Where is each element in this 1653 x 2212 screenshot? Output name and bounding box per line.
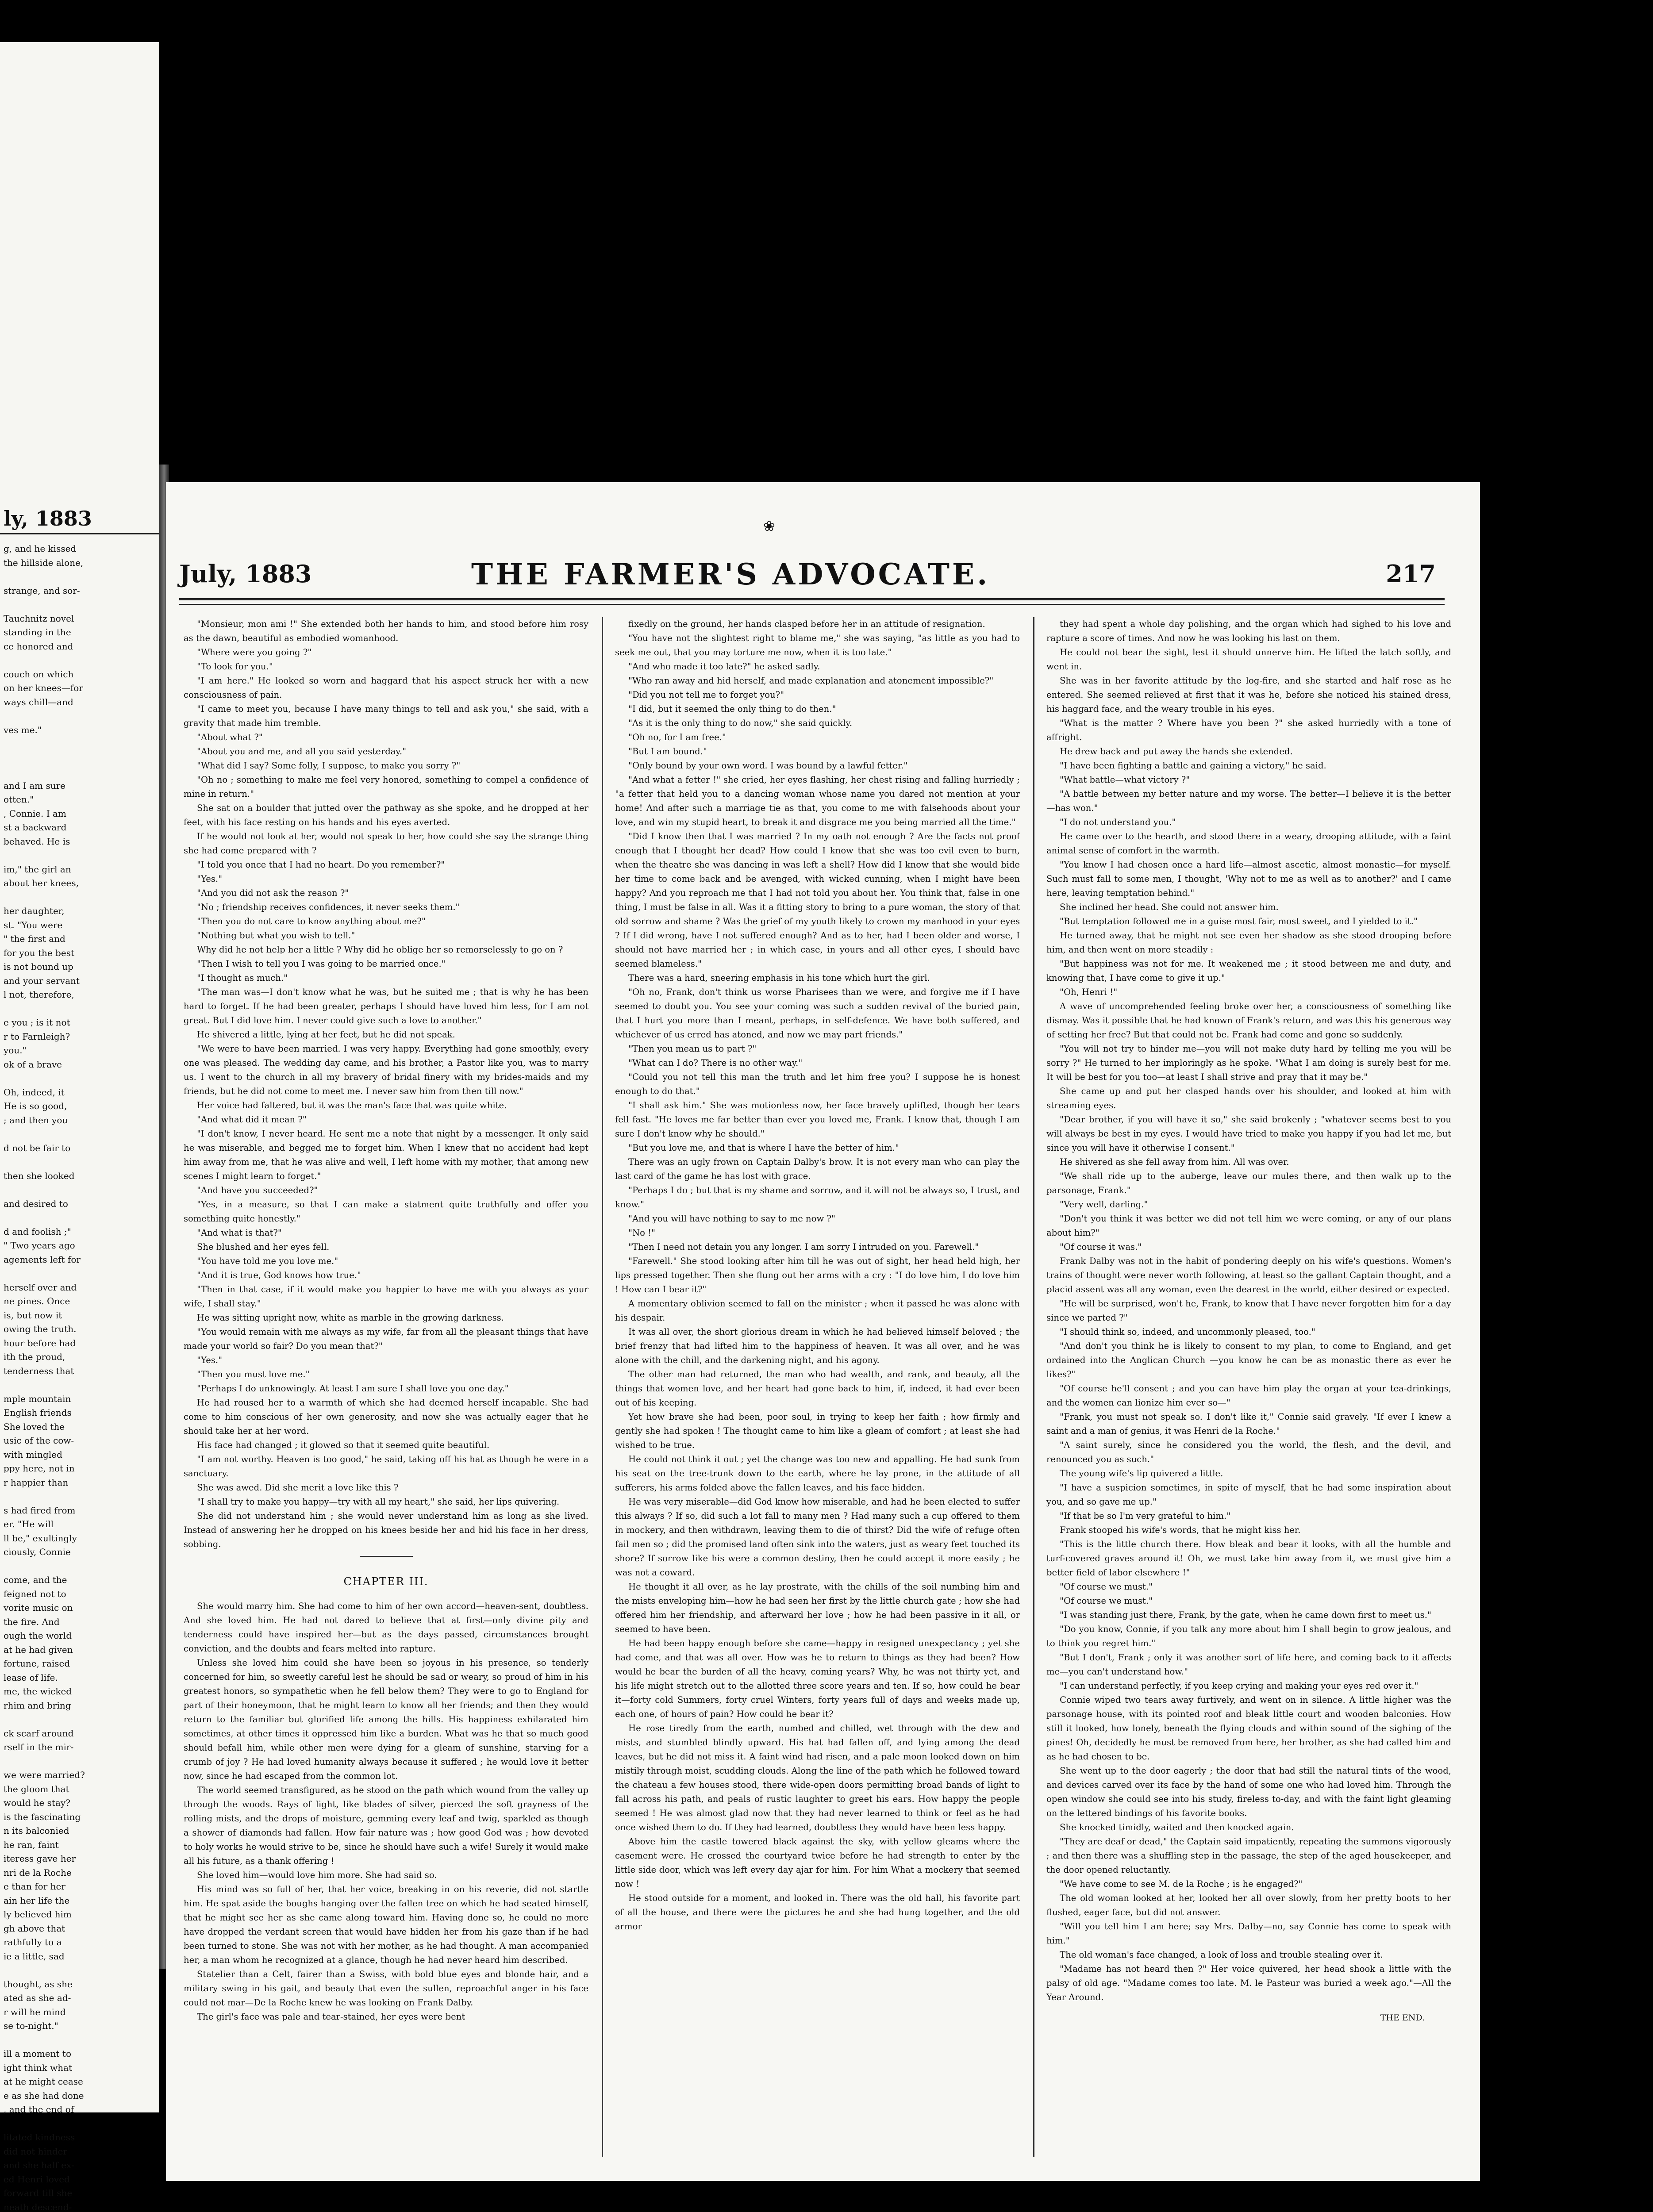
paragraph: "Then I wish to tell you I was going to be married once." [197, 959, 446, 969]
paragraph: "You will not try to hinder me—you will not make duty hard by telling me you will be sorry ?" He turned to her imploringly as he spoke. "What I am doing is surely best for me. It will be best for you too—at least I shall strive and pray that it may be." [1046, 1044, 1451, 1082]
previous-page-line: e as she had done [4, 2090, 84, 2101]
column-3 [1046, 617, 1451, 2157]
paragraph: "And what did it mean ?" [197, 1114, 307, 1125]
previous-page-line: is not bound up [4, 961, 73, 972]
paragraph: "You would remain with me always as my wife, far from all the pleasant things that have made your world so fair? Do you mean that?" [184, 1327, 588, 1351]
issue-date: July, 1883 [179, 560, 312, 588]
column-divider-1 [602, 617, 603, 2157]
previous-page-line: ed Henri loved [4, 2174, 70, 2185]
paragraph: He shivered as she fell away from him. All was over. [1060, 1157, 1289, 1167]
previous-page-line [4, 2117, 154, 2131]
previous-page-line: rathfully to a [4, 1937, 62, 1947]
paragraph: A momentary oblivion seemed to fall on the minister ; when it passed he was alone with his despair. [615, 1298, 1020, 1323]
previous-page-line: and I am sure [4, 780, 66, 791]
paragraph: The world seemed transfigured, as he stood on the path which wound from the valley up through the woods. Rays of light, like blades of silver, pierced the soft grayness of the rolling mists, and the drops of moisture, gemming every leaf and twig, sparkled as though a shower of diamonds had fallen. How fair nature was ; how good God was ; how devoted to holy works he would strive to be, since he should have such a wife! Surely it would make all his future, as a thank offering ! [184, 1785, 588, 1866]
previous-page-line: st. "You were [4, 919, 63, 930]
paragraph: She did not understand him ; she would never understand him as long as she lived. Instead of answering her he dropped on his knees beside her and hid his face in her dress, sobbing. [184, 1511, 588, 1549]
previous-page-line: about her knees, [4, 878, 79, 888]
paragraph: "About you and me, and all you said yesterday." [197, 746, 407, 757]
previous-page-line: fortune, raised [4, 1658, 70, 1669]
previous-page-line: nri de la Roche [4, 1867, 72, 1878]
paragraph: "Then you do not care to know anything about me?" [197, 916, 426, 926]
previous-page-line: herself over and [4, 1282, 77, 1293]
paragraph: He came over to the hearth, and stood there in a weary, drooping attitude, with a faint animal sense of comfort in the warmth. [1046, 831, 1451, 856]
previous-page-line: the hillside alone, [4, 557, 84, 568]
paragraph: "Very well, darling." [1060, 1199, 1148, 1210]
paragraph: The other man had returned, the man who had wealth, and rank, and beauty, all the things that women love, and her heart had gone back to him, if, indeed, it had ever been out of his keeping. [615, 1369, 1020, 1408]
paragraph: Frank stooped his wife's words, that he might kiss her. [1060, 1525, 1301, 1535]
paragraph: "Nothing but what you wish to tell." [197, 930, 355, 941]
previous-page-line: he ran, faint [4, 1839, 59, 1850]
paragraph: "I told you once that I had no heart. Do you remember?" [197, 860, 445, 870]
chapter-rule [360, 1556, 413, 1557]
previous-page-line: gh above that [4, 1923, 65, 1934]
previous-page-line [4, 1211, 154, 1225]
previous-page-line: Tauchnitz novel [4, 613, 74, 624]
paragraph: "Perhaps I do ; but that is my shame and sorrow, and it will not be always so, I trust, and know." [615, 1185, 1020, 1210]
previous-page-line: er. "He will [4, 1519, 54, 1529]
paragraph: Unless she loved him could she have been so joyous in his presence, so tenderly concerned for him, so sweetly careful lest he should be sad or weary, so proud of him in his greatest honors, so sympathetic when he fell below them? They were to go to England for part of their honeymoon, that he might learn to know all her friends; and then they would return to the familiar but glorified life among the hills. His happiness exhilarated him sometimes, at other times it oppressed him like a burden. What was he that so much good should befall him, while other men were dying for a gleam of sunshine, starving for a crumb of joy ? He had loved humanity always because it suffered ; he would love it better now, since he had escaped from the common lot. [184, 1658, 588, 1781]
previous-page-line: d and foolish ;" [4, 1226, 71, 1237]
previous-page-line: usic of the cow- [4, 1435, 74, 1446]
paragraph: "Then you mean us to part ?" [628, 1044, 757, 1054]
previous-page-line: come, and the [4, 1575, 67, 1585]
previous-page-line [4, 1963, 154, 1978]
previous-page-line: iteress gave her [4, 1853, 76, 1864]
previous-page-line [4, 1713, 154, 1727]
previous-page-line: l not, therefore, [4, 989, 74, 1000]
previous-page-line: ough the world [4, 1630, 72, 1641]
paragraph: "Could you not tell this man the truth and let him free you? I suppose he is honest enough to do that." [615, 1072, 1020, 1096]
previous-page-line: " Two years ago [4, 1240, 75, 1251]
previous-page-line: d not be fair to [4, 1142, 71, 1153]
paragraph: "Of course it was." [1060, 1242, 1142, 1252]
paragraph: He could not think it out ; yet the change was too new and appalling. He had sunk from his seat on the tree-trunk down to the earth, where he lay prone, in the attitude of all sufferers, his arms folded above the fallen leaves, and his face hidden. [615, 1454, 1020, 1493]
previous-page-line: feigned not to [4, 1588, 66, 1599]
paragraph: There was a hard, sneering emphasis in his tone which hurt the girl. [628, 973, 930, 983]
previous-page-line: litated kindness [4, 2132, 75, 2143]
previous-page-line: and desired to [4, 1198, 68, 1209]
paragraph: "I did, but it seemed the only thing to do then." [628, 704, 836, 714]
paragraph: "Madame has not heard then ?" Her voice quivered, her head shook a little with the palsy of old age. "Madame comes too late. M. le Pasteur was buried a week ago."—All the Year Around. [1046, 1964, 1451, 2002]
previous-page-line: agements left for [4, 1254, 81, 1265]
header-rule-top [179, 598, 1445, 600]
previous-page-line: r happier than [4, 1477, 69, 1488]
previous-page-line: ciously, Connie [4, 1547, 71, 1557]
paragraph: "Yes, in a measure, so that I can make a statment quite truthfully and offer you something quite honestly." [184, 1199, 588, 1224]
paragraph: "I have a suspicion sometimes, in spite of myself, that he had some inspiration about you, and so gave me up." [1046, 1482, 1451, 1507]
previous-page-line [4, 709, 154, 723]
previous-page-line [4, 765, 154, 779]
previous-page-line: , Connie. I am [4, 808, 66, 819]
paragraph: "We were to have been married. I was very happy. Everything had gone smoothly, every one was pleased. The wedding day came, and his brother, a Pastor like you, was to marry us. I went to the church in all my bravery of bridal finery with my brides-maids and my friends, but he did not come to meet me. I never saw him from then till now." [184, 1044, 588, 1096]
paragraph: "What can I do? There is no other way." [628, 1058, 803, 1068]
paragraph: "About what ?" [197, 732, 263, 742]
previous-page-line: me, the wicked [4, 1686, 72, 1697]
paragraph: "Then I need not detain you any longer. I am sorry I intruded on you. Farewell." [628, 1242, 979, 1252]
page-number: 217 [1386, 560, 1436, 588]
previous-page-line [4, 1490, 154, 1504]
previous-page-line: strange, and sor- [4, 585, 80, 596]
paragraph: She blushed and her eyes fell. [197, 1242, 330, 1252]
previous-page-line: st a backward [4, 822, 67, 833]
previous-page-line: is the fascinating [4, 1811, 81, 1822]
paragraph: She came up and put her clasped hands over his shoulder, and looked at him with streaming eyes. [1046, 1086, 1451, 1110]
previous-page-line: ok of a brave [4, 1059, 62, 1070]
paragraph: Connie wiped two tears away furtively, and went on in silence. A little higher was the parsonage house, with its pointed roof and bleak little court and wooden balconies. How still it looked, how lonely, beneath the flying clouds and within sound of the sighing of the pines! Oh, decidedly he must be removed from here, her brother, as she had called him and as he had chosen to be. [1046, 1695, 1451, 1762]
chapter-heading: CHAPTER III. [343, 1575, 429, 1588]
paragraph: "Yes." [197, 1355, 223, 1365]
previous-page-line: rself in the mir- [4, 1742, 74, 1752]
paragraph: "Of course we must." [1060, 1582, 1153, 1592]
paragraph: "I came to meet you, because I have many things to tell and ask you," she said, with a gravity that made him tremble. [184, 704, 588, 728]
previous-page-line: owing the truth. [4, 1324, 77, 1334]
paragraph: "Oh no, Frank, don't think us worse Pharisees than we were, and forgive me if I have seemed to doubt you. You see your coming was such a sudden revival of the buried pain, that I hurt you more than I meant, perhaps, in self-defence. We have both suffered, and whichever of us erred has atoned, and now we may part friends." [615, 987, 1020, 1040]
paragraph: A wave of uncomprehended feeling broke over her, a consciousness of something like dismay. Was it possible that he had known of Frank's return, and was this his generous way of setting her free? But that could not be. Frank had come and gone so suddenly. [1046, 1001, 1451, 1040]
paragraph: Frank Dalby was not in the habit of pondering deeply on his wife's questions. Women's trains of thought were never worth following, at least so the gallant Captain thought, and a placid assent was all any woman, even the dearest in the world, either desired or expected. [1046, 1256, 1451, 1294]
previous-page-line: behaved. He is [4, 836, 70, 847]
paragraph: "No ; friendship receives confidences, it never seeks them." [197, 902, 460, 912]
previous-page-line [4, 1127, 154, 1141]
previous-page-line: you." [4, 1045, 27, 1056]
paragraph: "And what a fetter !" she cried, her eyes flashing, her chest rising and falling hurriedly ; "a fetter that held you to a dancing woman whose name you dared not mention at your home! And after such a marriage tie as that, you come to me with falsehoods about your love, and win my stupid heart, to break it and disgrace me you being married all the time." [615, 775, 1020, 827]
paragraph: She sat on a boulder that jutted over the pathway as she spoke, and he dropped at her feet, with his face resting on his hands and his eyes averted. [184, 803, 588, 827]
paragraph: "I should think so, indeed, and uncommonly pleased, too." [1060, 1327, 1315, 1337]
previous-page-line: forward till she [4, 2188, 73, 2198]
previous-page-line [4, 570, 154, 584]
previous-page-line: se to-night." [4, 2020, 58, 2031]
paragraph: He stood outside for a moment, and looked in. There was the old hall, his favorite part of all the house, and there were the pictures he and she had hung together, and the old armor [615, 1893, 1020, 1932]
previous-page-text [4, 542, 154, 2212]
paragraph: "Oh no ; something to make me feel very honored, something to compel a confidence of mine in return." [184, 775, 588, 799]
previous-page-line: the fire. And [4, 1616, 60, 1627]
paragraph: Yet how brave she had been, poor soul, in trying to keep her faith ; how firmly and gently she had spoken ! The thought came to him like a gleam of comfort ; at least she had wished to be true. [615, 1412, 1020, 1450]
previous-page-line [4, 1755, 154, 1769]
paragraph: "Do you know, Connie, if you talk any more about him I shall begin to grow jealous, and to think you regret him." [1046, 1624, 1451, 1648]
header-rule-bottom [179, 604, 1445, 605]
previous-page-line: hour before had [4, 1337, 76, 1348]
previous-page-line: would he stay? [4, 1797, 70, 1808]
previous-page-line [4, 1002, 154, 1016]
paragraph: If he would not look at her, would not speak to her, how could she say the strange thing she had come prepared with ? [184, 831, 588, 856]
paragraph: "We shall ride up to the auberge, leave our mules there, and then walk up to the parsonage, Frank." [1046, 1171, 1451, 1195]
previous-page-line [4, 1183, 154, 1197]
previous-page-line [4, 1267, 154, 1281]
paragraph: His mind was so full of her, that her voice, breaking in on his reverie, did not startle him. He spat aside the boughs hanging over the fallen tree on which he had seated himself, that he might see her as she came along toward him. Having done so, he could no more have dropped the verdant screen that would have hidden her from his gaze than if he had been turned to stone. She was not with her mother, as he had thought. A man accompanied her, a man whom he recognized at a glance, though he had never heard him described. [184, 1884, 588, 1965]
paragraph: "And it is true, God knows how true." [197, 1270, 361, 1280]
paragraph: She was awed. Did she merit a love like this ? [197, 1482, 399, 1493]
paragraph: "Of course he'll consent ; and you can have him play the organ at your tea-drinkings, and the women can lionize him ever so—" [1046, 1383, 1451, 1408]
paragraph: "I shall ask him." She was motionless now, her face bravely uplifted, though her tears fell fast. "He loves me far better than ever you loved me, Frank. I know that, though I am sure I don't know why he should." [615, 1100, 1020, 1139]
paragraph: She knocked timidly, waited and then knocked again. [1060, 1822, 1294, 1832]
previous-page-line: did not hinder [4, 2146, 68, 2157]
previous-page-line: tenderness that [4, 1365, 74, 1376]
previous-page-line: im," the girl an [4, 864, 71, 875]
paragraph: She loved him—would love him more. She had said so. [197, 1870, 437, 1880]
paragraph: "But happiness was not for me. It weakened me ; it stood between me and duty, and knowing that, I have come to give it up." [1046, 959, 1451, 983]
paragraph: He was very miserable—did God know how miserable, and had he been elected to suffer this always ? If so, did such a lot fall to many men ? Had many such a cup offered to them in mockery, and then withdrawn, leaving them to die of thirst? Did the wife of refuge often fail men so ; did the promised land often sink into the waters, just as weary feet touched its shore? If sorrow like his were a common destiny, then he could accept it more easily ; he was not a coward. [615, 1497, 1020, 1578]
column-1 [184, 617, 588, 2157]
previous-page-line: at he might cease [4, 2076, 83, 2087]
previous-page-line: r to Farnleigh? [4, 1031, 70, 1042]
previous-page-line [4, 849, 154, 863]
previous-page-line: ck scarf around [4, 1728, 74, 1739]
paragraph: "But I am bound." [628, 746, 707, 757]
previous-page-line: Oh, indeed, it [4, 1087, 65, 1098]
previous-page-line: ight think what [4, 2062, 73, 2073]
previous-page-line: ll be," exultingly [4, 1532, 77, 1544]
paragraph: Statelier than a Celt, fairer than a Swiss, with bold blue eyes and blonde hair, and a military swing in his gait, and beauty that even the sullen, reproachful anger in his face could not mar—De la Roche knew he was looking on Frank Dalby. [184, 1969, 588, 2008]
paragraph: It was all over, the short glorious dream in which he had believed himself beloved ; the brief frenzy that had lifted him to the happiness of heaven. It was all over, and he was alone with the chill, and the darkening night, and his agony. [615, 1327, 1020, 1365]
previous-page-line: at he had given [4, 1644, 73, 1655]
previous-page-line: the gloom that [4, 1783, 69, 1794]
paragraph: they had spent a whole day polishing, and the organ which had sighed to his love and rapture a score of times. And now he was looking his last on them. [1046, 619, 1451, 643]
paragraph: "You have not the slightest right to blame me," she was saying, "as little as you had to seek me out, that you may torture me now, when it is too late." [615, 633, 1020, 657]
paragraph: "Perhaps I do unknowingly. At least I am sure I shall love you one day." [197, 1383, 509, 1394]
paragraph: "Did you not tell me to forget you?" [628, 690, 784, 700]
previous-page-line: vorite music on [4, 1602, 73, 1613]
paragraph: "And you did not ask the reason ?" [197, 888, 349, 898]
paragraph: "I can understand perfectly, if you keep crying and making your eyes red over it." [1060, 1681, 1419, 1691]
paragraph: "A battle between my better nature and my worse. The better—I believe it is the better—has won." [1046, 789, 1451, 813]
paragraph: "Oh no, for I am free." [628, 732, 726, 742]
paragraph: "And you will have nothing to say to me now ?" [628, 1214, 835, 1224]
paragraph: "This is the little church there. How bleak and bear it looks, with all the humble and turf-covered graves around it! Oh, we must take him away from it, we must give him a better field of labor elsewhere !" [1046, 1539, 1451, 1578]
paragraph: "I thought as much." [197, 973, 288, 983]
previous-page-line: mple mountain [4, 1393, 71, 1404]
paragraph: "No !" [628, 1228, 656, 1238]
previous-page-line [4, 891, 154, 905]
paragraph: She inclined her head. She could not answer him. [1060, 902, 1279, 912]
paragraph: "Of course we must." [1060, 1596, 1153, 1606]
previous-page-line: She loved the [4, 1421, 65, 1432]
paragraph: "You have told me you love me." [197, 1256, 338, 1266]
previous-page-header: ly, 1883 [4, 507, 92, 530]
newspaper-page [166, 482, 1480, 2181]
paragraph: "What battle—what victory ?" [1060, 775, 1190, 785]
previous-page-line: e than for her [4, 1881, 65, 1892]
paragraph: "Dear brother, if you will have it so," she said brokenly ; "whatever seems best to you will always be best in my eyes. I would have tried to make you happy if you had let me, but since you will have it otherwise I consent." [1046, 1114, 1451, 1153]
previous-page-line: and she half ex- [4, 2160, 74, 2170]
printer-mark: ❀ [763, 518, 775, 534]
paragraph: "Will you tell him I am here; say Mrs. Dalby—no, say Connie has come to speak with him." [1046, 1921, 1451, 1946]
paragraph: "Then in that case, if it would make you happier to have me with you always as your wife, I shall stay." [184, 1284, 588, 1309]
paragraph: He had roused her to a warmth of which she had deemed herself incapable. She had come to him conscious of her own generosity, and now she was actually eager that he should take her at her word. [184, 1398, 588, 1436]
previous-page-line: couch on which [4, 668, 74, 680]
previous-page-line: ne pines. Once [4, 1296, 70, 1306]
paragraph: He had been happy enough before she came—happy in resigned unexpectancy ; yet she had come, and that was all over. How was he to return to things as they had been? How would he bear the burden of all the heavy, coming years? Why, he was not thirty yet, and his life might stretch out to the allotted three score years and ten. If so, how could he bear it—forty cold Summers, forty cruel Winters, forty years full of days and weeks made up, each one, of hours of pain? How could he bear it? [615, 1638, 1020, 1719]
previous-page-line: ain her life the [4, 1895, 70, 1906]
previous-page-line: is, but now it [4, 1310, 62, 1321]
paragraph: "I am not worthy. Heaven is too good," he said, taking off his hat as though he were in a sanctuary. [184, 1454, 588, 1479]
previous-page-line: for you the best [4, 947, 74, 958]
previous-page-line: ie a little, sad [4, 1951, 65, 1962]
paragraph: There was an ugly frown on Captain Dalby's brow. It is not every man who can play the last card of the game he has lost with grace. [615, 1157, 1020, 1181]
paragraph: "Where were you going ?" [197, 647, 312, 657]
paragraph: "But you love me, and that is where I have the better of him." [628, 1143, 900, 1153]
paragraph: "To look for you." [197, 661, 273, 672]
paragraph: "Then you must love me." [197, 1369, 310, 1379]
previous-page-line: English friends [4, 1407, 72, 1418]
paragraph: "A saint surely, since he considered you the world, the flesh, and the devil, and renounced you as such." [1046, 1440, 1451, 1464]
paragraph: "But I don't, Frank ; only it was another sort of life here, and coming back to it affects me—you can't understand how." [1046, 1652, 1451, 1677]
paragraph: "Only bound by your own word. I was bound by a lawful fetter." [628, 760, 908, 771]
previous-page-line: we were married? [4, 1770, 85, 1780]
paragraph: He turned away, that he might not see even her shadow as she stood drooping before him, and then went on more steadily : [1046, 930, 1451, 955]
page-header [179, 551, 1462, 595]
paragraph: "I don't know, I never heard. He sent me a note that night by a messenger. It only said he was miserable, and begged me to forget him. When I knew that no accident had kept him away from me, that he was alive and well, I left home with my mother, that among new scenes I might learn to forget." [184, 1129, 588, 1181]
previous-page-line: e you ; is it not [4, 1017, 70, 1028]
paragraph: "If that be so I'm very grateful to him." [1060, 1511, 1231, 1521]
paragraph: "I have been fighting a battle and gaining a victory," he said. [1060, 760, 1326, 771]
paragraph: "They are deaf or dead," the Captain said impatiently, repeating the summons vigorously ; and then there was a shuffling step in the passage, the step of the aged housekeeper, and the door opened reluctantly. [1046, 1836, 1451, 1875]
previous-page-line: ill a moment to [4, 2048, 71, 2059]
paragraph: "Did I know then that I was married ? In my oath not enough ? Are the facts not proof enough that I thought her dead? How could I know that she was too evil even to burn, when the theatre she was dancing in was left a shell? How did I know that she would bide her time to come back and be avenged, with wicked cunning, when I might have been happy? And you reproach me that I had not told you about her. You think that, false in one thing, I must be false in all. Was it a fitting story to bring to a pure woman, the story of that old sorrow and shame ? Was the grief of my youth likely to crown my manhood in your eyes ? If I did wrong, have I not suffered enough? And as to her, had I been older and worse, I should not have married her ; in which case, in yours and all other eyes, I should have seemed blameless." [615, 831, 1020, 969]
paragraph: "I was standing just there, Frank, by the gate, when he came down first to meet us." [1060, 1610, 1431, 1620]
previous-page-line: standing in the [4, 627, 71, 637]
paragraph: She went up to the door eagerly ; the door that had still the natural tints of the wood, and devices carved over its face by the hand of some one who had loved him. Through the open window she could see into his study, fireless to-day, and with the faint light gleaming on the lettered bindings of his favorite books. [1046, 1766, 1451, 1818]
previous-page-line: otten." [4, 794, 34, 805]
paragraph: She would marry him. She had come to him of her own accord—heaven-sent, doubtless. And she loved him. He had not dared to believe that at first—only divine pity and tenderness could have inspired her—but as the days passed, circumstances brought conviction, and the doubts and fears melted into rapture. [184, 1601, 588, 1654]
previous-page-line: ppy here, not in [4, 1463, 75, 1474]
previous-page-line: ated as she ad- [4, 1993, 71, 2003]
paragraph: "And don't you think he is likely to consent to my plan, to come to England, and get ordained into the Anglican Church —you know he can be as monastic there as ever he likes?" [1046, 1341, 1451, 1379]
previous-page-line [4, 1071, 154, 1086]
paragraph: "Who ran away and hid herself, and made explanation and atonement impossible?" [628, 676, 994, 686]
paragraph: "He will be surprised, won't he, Frank, to know that I have never forgotten him for a day since we parted ?" [1046, 1298, 1451, 1323]
previous-page-line: then she looked [4, 1170, 75, 1181]
paragraph: His face had changed ; it glowed so that it seemed quite beautiful. [197, 1440, 490, 1450]
paragraph: "What is the matter ? Where have you been ?" she asked hurriedly with a tone of affright. [1046, 718, 1451, 742]
previous-page-line: on her knees—for [4, 683, 83, 693]
previous-page-line: ly believed him [4, 1909, 72, 1920]
column-2 [615, 617, 1020, 2157]
paragraph: "Yes." [197, 874, 223, 884]
previous-page-fragment [0, 42, 159, 2212]
paragraph: "But temptation followed me in a guise most fair, most sweet, and I yielded to it." [1060, 916, 1418, 926]
paragraph: He thought it all over, as he lay prostrate, with the chills of the soil numbing him and the mists enveloping him—how he had seen her first by the little church gate ; how she had offered him her friendship, and afterward her love ; how he had been passive in it all, or seemed to have been. [615, 1582, 1020, 1634]
paragraph: Her voice had faltered, but it was the man's face that was quite white. [197, 1100, 507, 1110]
paragraph: The girl's face was pale and tear-stained, her eyes were bent [197, 2012, 465, 2022]
previous-page-line: with mingled [4, 1449, 62, 1460]
previous-page-line: her daughter, [4, 906, 65, 916]
previous-page-line: and your servant [4, 975, 80, 986]
paragraph: fixedly on the ground, her hands clasped before her in an attitude of resignation. [628, 619, 985, 629]
paragraph: "And who made it too late?" he asked sadly. [628, 661, 820, 672]
paragraph: "Farewell." She stood looking after him till he was out of sight, her head held high, her lips pressed together. Then she flung out her arms with a cry : "I do love him, I do love him ! How can I bear it?" [615, 1256, 1020, 1294]
paragraph: "We have come to see M. de la Roche ; is he engaged?" [1060, 1879, 1303, 1889]
paragraph: "I am here." He looked so worn and haggard that his aspect struck her with a new consciousness of pain. [184, 676, 588, 700]
paragraph: "Oh, Henri !" [1060, 987, 1118, 997]
paragraph: He drew back and put away the hands she extended. [1060, 746, 1293, 757]
paragraph: She was in her favorite attitude by the log-fire, and she started and half rose as he entered. She seemed relieved at first that it was he, before she noticed his stained dress, his haggard face, and the weary trouble in his eyes. [1046, 676, 1451, 714]
paragraph: "You know I had chosen once a hard life—almost ascetic, almost monastic—for myself. Such must fall to some men, I thought, 'Why not to me as well as to another?' and I came here, leaving temptation behind." [1046, 860, 1451, 898]
paragraph: "I do not understand you." [1060, 817, 1176, 827]
previous-page-line [4, 1559, 154, 1574]
previous-page-line: thought, as she [4, 1978, 73, 1989]
previous-page-line: , and the end of [4, 2104, 74, 2115]
previous-page-line [4, 598, 154, 612]
previous-page-line: g, and he kissed [4, 543, 77, 554]
paragraph: "Frank, you must not speak so. I don't like it," Connie said gravely. "If ever I knew a saint and a man of genius, it was Henri de la Roche." [1046, 1412, 1451, 1436]
paragraph: Above him the castle towered black against the sky, with yellow gleams where the casement were. He crossed the courtyard twice before he had strength to enter by the little side door, which was left every day ajar for him. For him What a mockery that seemed now ! [615, 1836, 1020, 1889]
paragraph: He shivered a little, lying at her feet, but he did not speak. [197, 1029, 455, 1040]
previous-page-line: r will he mind [4, 2006, 66, 2017]
previous-page-line: n its balconied [4, 1825, 69, 1836]
previous-page-line: ce honored and [4, 641, 73, 652]
previous-page-line: ith the proud, [4, 1352, 65, 1362]
paragraph: Why did he not help her a little ? Why did he oblige her so remorselessly to go on ? [197, 945, 563, 955]
previous-page-line: " the first and [4, 933, 65, 944]
previous-page-line: neath descend- [4, 2201, 72, 2212]
previous-page-line [4, 653, 154, 668]
previous-page-line: ways chill—and [4, 696, 73, 707]
paragraph: "As it is the only thing to do now," she said quickly. [628, 718, 853, 728]
paragraph: He rose tiredly from the earth, numbed and chilled, wet through with the dew and mists, and stumbled blindly upward. His hat had fallen off, and lying among the dead leaves, but he did not miss it. A faint wind had risen, and a pale moon looked down on him mistily through moist, scudding clouds. Along the line of the path which he followed toward the chateau a few houses stood, there wide-open doors permitting broad bands of light to fall across his path, and peals of rustic laughter to greet his ears. How happy the people seemed ! He was almost glad now that they had never learned to think or feel as he had once wished them to do. If they had learned, doubtless they would have been less happy. [615, 1723, 1020, 1832]
paragraph: "Don't you think it was better we did not tell him we were coming, or any of our plans about him?" [1046, 1214, 1451, 1238]
paragraph: "And what is that?" [197, 1228, 282, 1238]
paragraph: He could not bear the sight, lest it should unnerve him. He lifted the latch softly, and went in. [1046, 647, 1451, 672]
previous-page-line [4, 1378, 154, 1392]
previous-page-line [4, 737, 154, 751]
previous-page-line [4, 1155, 154, 1169]
paragraph: "And have you succeeded?" [197, 1185, 318, 1195]
previous-page-line: rhim and bring [4, 1700, 71, 1711]
masthead-title: THE FARMER'S ADVOCATE. [471, 557, 990, 591]
previous-page-line: lease of life. [4, 1672, 58, 1683]
story-end-marker: THE END. [1380, 2013, 1425, 2023]
paragraph: He was sitting upright now, white as marble in the growing darkness. [197, 1313, 504, 1323]
column-divider-2 [1033, 617, 1034, 2157]
paragraph: "The man was—I don't know what he was, but he suited me ; that is why he has been hard to forget. If he had been greater, perhaps I should have loved him less, for I am not great. But I did love him. I never could give such a love to another." [184, 987, 588, 1025]
paragraph: "I shall try to make you happy—try with all my heart," she said, her lips quivering. [197, 1497, 560, 1507]
previous-page-line: ves me." [4, 724, 42, 735]
paragraph: The old woman looked at her, looked her all over slowly, from her pretty boots to her flushed, eager face, but did not answer. [1046, 1893, 1451, 1917]
paragraph: "Monsieur, mon ami !" She extended both her hands to him, and stood before him rosy as the dawn, beautiful as embodied womanhood. [184, 619, 588, 643]
previous-page-line: ; and then you [4, 1114, 68, 1125]
previous-page-line [4, 751, 154, 765]
previous-page-line: He is so good, [4, 1101, 67, 1111]
paragraph: The old woman's face changed, a look of loss and trouble stealing over it. [1060, 1950, 1383, 1960]
previous-page-line [4, 2033, 154, 2047]
article-columns [184, 617, 1449, 2157]
paragraph: The young wife's lip quivered a little. [1060, 1468, 1223, 1479]
previous-page-line: s had fired from [4, 1505, 76, 1516]
paragraph: "What did I say? Some folly, I suppose, to make you sorry ?" [197, 760, 461, 771]
previous-page-rule [0, 533, 159, 534]
